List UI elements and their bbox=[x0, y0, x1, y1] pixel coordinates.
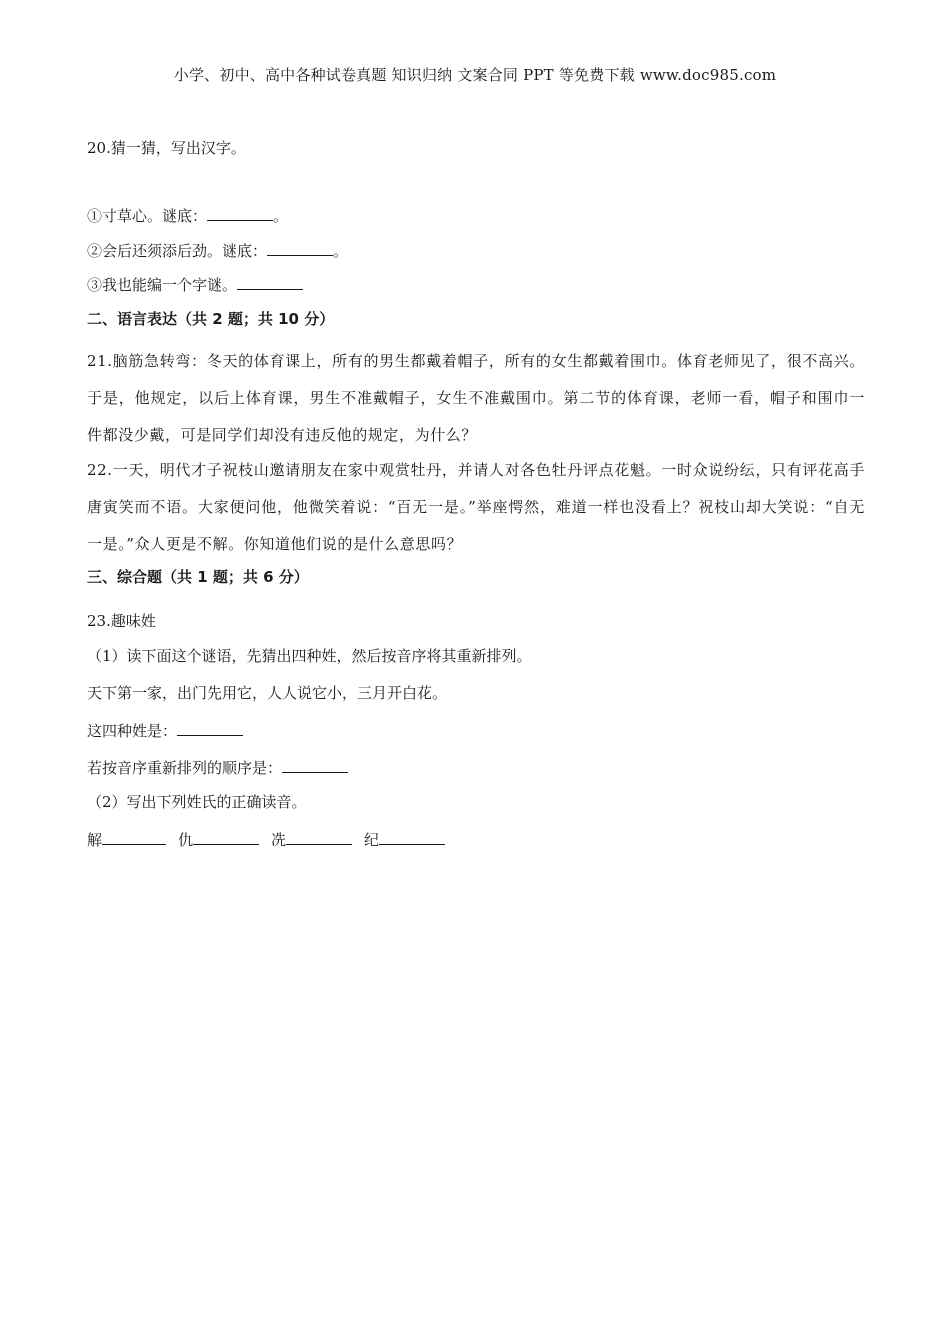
surname-xie: 解 bbox=[87, 831, 103, 849]
answer-blank[interactable] bbox=[282, 758, 348, 773]
section3-heading: 三、综合题（共 1 题；共 6 分） bbox=[87, 568, 309, 586]
q20-item2-period: 。 bbox=[333, 242, 349, 260]
surname-ji: 纪 bbox=[364, 831, 380, 849]
q20-item1-period: 。 bbox=[273, 207, 289, 225]
q23-part2: （2）写出下列姓氏的正确读音。 bbox=[87, 793, 307, 811]
surname-xian: 冼 bbox=[271, 831, 287, 849]
answer-blank[interactable] bbox=[207, 206, 273, 221]
answer-blank[interactable] bbox=[379, 830, 445, 845]
answer-blank[interactable] bbox=[177, 721, 243, 736]
q20-item1 bbox=[87, 206, 288, 226]
q23-four-surnames bbox=[87, 721, 243, 741]
q20-item2 bbox=[87, 241, 348, 261]
q20-title: 20.猜一猜，写出汉字。 bbox=[87, 139, 246, 157]
answer-blank[interactable] bbox=[193, 830, 259, 845]
q20-item3-text: ③我也能编一个字谜。 bbox=[87, 276, 238, 294]
q23-four-surnames-label: 这四种姓是： bbox=[87, 722, 178, 740]
q23-order-label: 若按音序重新排列的顺序是： bbox=[87, 759, 283, 777]
surname-qiu: 仇 bbox=[178, 831, 194, 849]
answer-blank[interactable] bbox=[237, 275, 303, 290]
q23-surname-row bbox=[87, 830, 445, 850]
section2-heading: 二、语言表达（共 2 题；共 10 分） bbox=[87, 310, 335, 328]
page-header: 小学、初中、高中各种试卷真题 知识归纳 文案合同 PPT 等免费下载 www.doc985.com bbox=[173, 66, 777, 84]
q20-item2-text: ②会后还须添后劲。谜底： bbox=[87, 242, 268, 260]
q23-riddle: 天下第一家，出门先用它，人人说它小，三月开白花。 bbox=[87, 684, 448, 702]
q20-item1-text: ①寸草心。谜底： bbox=[87, 207, 208, 225]
q23-part1: （1）读下面这个谜语，先猜出四种姓，然后按音序将其重新排列。 bbox=[87, 647, 532, 665]
q22-text: 22.一天，明代才子祝枝山邀请朋友在家中观赏牡丹，并请人对各色牡丹评点花魁。一时众说纷纭，只有评花高手唐寅笑而不语。大家便问他，他微笑着说：“百无一是。”举座愕然，难道一样也没看上？祝枝山却大笑说：“自无一是。”众人更是不解。你知道他们说的是什么意思吗？ bbox=[87, 461, 865, 553]
q21-text: 21.脑筋急转弯：冬天的体育课上，所有的男生都戴着帽子，所有的女生都戴着围巾。体育老师见了，很不高兴。于是，他规定，以后上体育课，男生不准戴帽子，女生不准戴围巾。第二节的体育课，老师一看，帽子和围巾一件都没少戴，可是同学们却没有违反他的规定，为什么？ bbox=[87, 352, 865, 444]
q20-item3 bbox=[87, 275, 303, 295]
answer-blank[interactable] bbox=[286, 830, 352, 845]
q23-order bbox=[87, 758, 348, 778]
q23-title: 23.趣味姓 bbox=[87, 612, 156, 630]
answer-blank[interactable] bbox=[267, 241, 333, 256]
answer-blank[interactable] bbox=[102, 830, 166, 845]
